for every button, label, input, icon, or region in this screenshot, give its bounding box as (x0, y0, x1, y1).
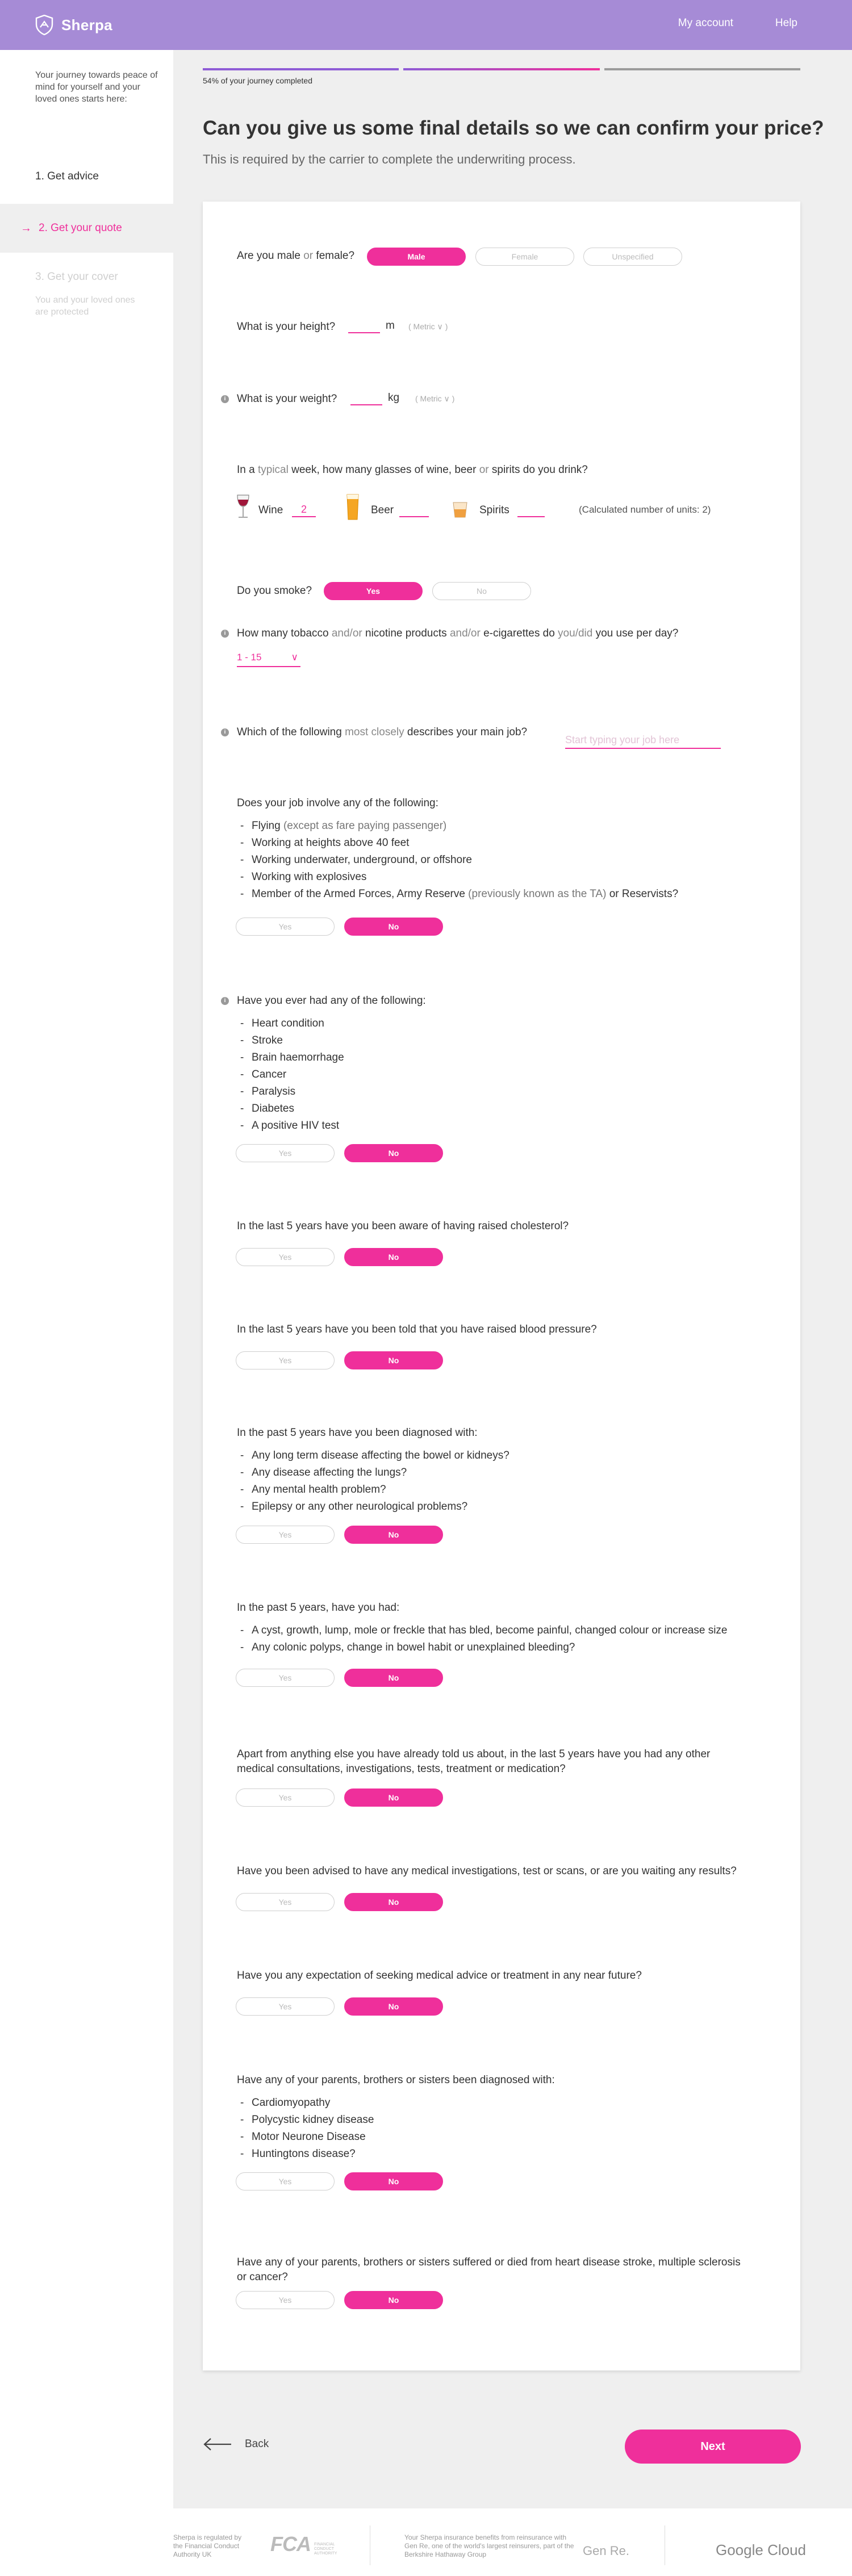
list-item: - Stroke (252, 1032, 344, 1049)
unspecified-button[interactable]: Unspecified (583, 248, 682, 266)
consultations-no-button[interactable]: No (344, 1788, 443, 1807)
job-risk-yes-button[interactable]: Yes (236, 918, 335, 936)
page-subtitle: This is required by the carrier to complete the underwriting process. (203, 152, 576, 166)
info-icon[interactable]: i (221, 728, 229, 736)
had-no-button[interactable]: No (344, 1669, 443, 1687)
sidebar-step-get-cover: 3. Get your cover (35, 271, 118, 283)
fca-small-text: FINANCIAL CONDUCT AUTHORITY (314, 2543, 337, 2556)
beer-label: Beer (371, 504, 394, 516)
q-line: or cancer? (237, 2271, 288, 2283)
weight-question: What is your weight? (237, 393, 337, 405)
family-death-no-button[interactable]: No (344, 2291, 443, 2309)
q-text: typical (257, 464, 289, 476)
list-item: - Working underwater, underground, or offshore (252, 852, 678, 869)
spirits-input[interactable] (517, 502, 545, 517)
tobacco-value: 1 - 15 (237, 652, 262, 663)
conditions-list (252, 1015, 344, 1134)
expectation-question: Have you any expectation of seeking medical advice or treatment in any near future? (237, 1970, 642, 1982)
list-item: - Cancer (252, 1066, 344, 1083)
progress-segment (403, 68, 599, 70)
list-item: - Huntingtons disease? (252, 2146, 374, 2163)
q-text: you/did (554, 627, 596, 639)
family-list (252, 2095, 374, 2163)
family-yes-button[interactable]: Yes (236, 2172, 335, 2190)
brand-name: Sherpa (61, 16, 112, 33)
info-icon[interactable]: i (221, 997, 229, 1005)
blood-pressure-yes-button[interactable]: Yes (236, 1351, 335, 1369)
q-text: or (479, 464, 489, 476)
q-line: medical consultations, investigations, tests, treatment or medication? (237, 1763, 566, 1775)
arrow-left-icon (203, 2437, 232, 2452)
spirits-glass-icon (452, 500, 469, 520)
footer (0, 2508, 852, 2576)
q-text: you use per day? (595, 627, 679, 639)
info-icon[interactable]: i (221, 395, 229, 403)
q-text: and/or (449, 627, 481, 639)
list-item: - Polycystic kidney disease (252, 2112, 374, 2129)
height-question: What is your height? (237, 321, 336, 333)
list-item: - Working with explosives (252, 869, 678, 886)
had-yes-button[interactable]: Yes (236, 1669, 335, 1687)
height-input[interactable] (348, 319, 380, 333)
q-text: most closely (345, 726, 404, 738)
blood-pressure-question: In the last 5 years have you been told that you have raised blood pressure? (237, 1323, 597, 1335)
list-item: - A positive HIV test (252, 1117, 344, 1134)
cholesterol-yes-button[interactable]: Yes (236, 1248, 335, 1266)
sidebar-outro: You and your loved ones are protected (35, 295, 135, 317)
family-no-button[interactable]: No (344, 2172, 443, 2190)
list-item: - A cyst, growth, lump, mole or freckle that has bled, become painful, changed colour or increase size (252, 1622, 727, 1639)
progress-segment (203, 68, 399, 70)
q-text: Which of the following (237, 726, 345, 738)
q-text: do (542, 627, 555, 639)
list-item: - Working at heights above 40 feet (252, 835, 678, 852)
questions-card (203, 202, 800, 2370)
item-text: Flying (252, 820, 281, 832)
reinsurance-text: Your Sherpa insurance benefits from reinsurance with Gen Re, one of the world's largest reinsurers, part of the Berkshire Hathaway Group (404, 2533, 574, 2558)
diagnosed-list (252, 1447, 509, 1515)
weight-metric-select[interactable]: ( Metric ∨ ) (415, 394, 455, 403)
cholesterol-question: In the last 5 years have you been aware of having raised cholesterol? (237, 1220, 569, 1232)
consultations-yes-button[interactable]: Yes (236, 1788, 335, 1807)
job-search-input[interactable]: Start typing your job here (565, 732, 721, 749)
diagnosed-no-button[interactable]: No (344, 1526, 443, 1544)
diagnosed-question: In the past 5 years have you been diagnosed with: (237, 1427, 478, 1439)
consultations-question (237, 1747, 710, 1777)
item-text: or (609, 888, 619, 900)
list-item: - Brain haemorrhage (252, 1049, 344, 1066)
conditions-yes-button[interactable]: Yes (236, 1144, 335, 1162)
sherpa-logo[interactable] (35, 15, 112, 35)
q-line: Have any of your parents, brothers or sisters suffered or died from heart disease stroke, multiple sclerosis (237, 2256, 741, 2268)
chevron-down-icon: ∨ (291, 652, 298, 663)
item-text: Member of the Armed Forces, Army Reserve (252, 888, 465, 900)
page-title: Can you give us some final details so we can confirm your price? (203, 117, 824, 139)
smoke-question: Do you smoke? (237, 585, 312, 597)
progress-label: 54% of your journey completed (203, 76, 312, 85)
had-question: In the past 5 years, have you had: (237, 1602, 400, 1614)
advised-yes-button[interactable]: Yes (236, 1893, 335, 1911)
list-item: - Cardiomyopathy (252, 2095, 374, 2112)
back-label: Back (245, 2438, 269, 2450)
list-item: - Any disease affecting the lungs? (252, 1464, 509, 1481)
job-risk-no-button[interactable]: No (344, 918, 443, 936)
wine-glass-icon (236, 494, 250, 522)
list-item: - Motor Neurone Disease (252, 2129, 374, 2146)
top-nav (678, 17, 797, 30)
q-text: describes your main job? (404, 726, 528, 738)
expectation-yes-button[interactable]: Yes (236, 1997, 335, 2016)
conditions-no-button[interactable]: No (344, 1144, 443, 1162)
arrow-right-icon: → (20, 221, 32, 234)
gen-re-logo: Gen Re. (583, 2544, 629, 2558)
cholesterol-no-button[interactable]: No (344, 1248, 443, 1266)
progress-bar (203, 68, 800, 70)
smoke-yes-button[interactable]: Yes (324, 582, 423, 600)
job-risk-list (252, 818, 678, 903)
fca-logo (270, 2532, 340, 2556)
q-text: female? (313, 250, 355, 262)
list-item: - Epilepsy or any other neurological problems? (252, 1498, 509, 1515)
item-text: Reservists? (619, 888, 679, 900)
info-icon[interactable]: i (221, 630, 229, 638)
list-item: - Any mental health problem? (252, 1481, 509, 1498)
wine-input[interactable]: 2 (292, 502, 316, 517)
sidebar-step-label: 2. Get your quote (39, 222, 122, 234)
q-line: Apart from anything else you have already told us about, in the last 5 years have you had any other (237, 1748, 711, 1760)
weight-input[interactable] (350, 391, 382, 405)
weight-unit: kg (388, 392, 400, 404)
help-link[interactable]: Help (775, 17, 797, 29)
next-button[interactable]: Next (625, 2430, 801, 2464)
conditions-question: Have you ever had any of the following: (237, 995, 426, 1007)
gender-question (237, 249, 354, 263)
my-account-link[interactable]: My account (678, 17, 733, 29)
tobacco-count-select[interactable] (237, 650, 300, 667)
q-text: e-cigarettes (480, 627, 543, 639)
height-unit: m (386, 320, 395, 332)
sidebar-step-get-advice[interactable]: 1. Get advice (35, 170, 99, 182)
calculated-units: (Calculated number of units: 2) (579, 504, 711, 515)
q-text: In a (237, 464, 258, 476)
shield-logo-icon (35, 15, 53, 35)
q-text: week, how many glasses of wine, beer (288, 464, 479, 476)
q-text: and/or (331, 627, 362, 639)
top-bar (0, 0, 852, 50)
q-text: nicotine products (362, 627, 450, 639)
sidebar-step-get-quote[interactable] (0, 204, 173, 253)
q-text: How many tobacco (237, 627, 332, 639)
blood-pressure-no-button[interactable]: No (344, 1351, 443, 1369)
height-metric-select[interactable]: ( Metric ∨ ) (408, 322, 448, 331)
advised-question: Have you been advised to have any medical investigations, test or scans, or are you waiting any results? (237, 1865, 737, 1877)
q-text: spirits do you drink? (488, 464, 588, 476)
male-button[interactable]: Male (367, 248, 466, 266)
q-text: or (303, 250, 314, 262)
list-item: - Paralysis (252, 1083, 344, 1100)
item-note: (previously known as the TA) (465, 888, 609, 900)
list-item: - Heart condition (252, 1015, 344, 1032)
back-button[interactable] (203, 2437, 269, 2452)
fca-logo-text: FCA (270, 2532, 311, 2556)
list-item: - Diabetes (252, 1100, 344, 1117)
spirits-label: Spirits (479, 504, 509, 516)
regulation-text: Sherpa is regulated by the Financial Conduct Authority UK (173, 2533, 242, 2558)
advised-no-button[interactable]: No (344, 1893, 443, 1911)
sidebar (0, 50, 173, 2508)
list-item: - Any colonic polyps, change in bowel habit or unexplained bleeding? (252, 1639, 727, 1656)
list-item (252, 818, 678, 835)
drinks-question (237, 463, 588, 477)
beer-glass-icon (345, 492, 361, 522)
wine-label: Wine (258, 504, 283, 516)
sidebar-intro: Your journey towards peace of mind for yourself and your loved ones starts here: (35, 70, 158, 104)
list-item (252, 886, 678, 903)
family-death-question (237, 2255, 741, 2285)
had-list (252, 1622, 727, 1656)
diagnosed-yes-button[interactable]: Yes (236, 1526, 335, 1544)
job-risk-question: Does your job involve any of the following: (237, 797, 438, 809)
google-cloud-logo: Google Cloud (716, 2541, 806, 2558)
female-button[interactable]: Female (475, 248, 574, 266)
item-note: (except as fare paying passenger) (280, 820, 447, 832)
family-death-yes-button[interactable]: Yes (236, 2291, 335, 2309)
q-text: Are you male (237, 250, 304, 262)
smoke-no-button[interactable]: No (432, 582, 531, 600)
beer-input[interactable] (399, 502, 429, 517)
tobacco-question (237, 626, 678, 641)
list-item: - Any long term disease affecting the bowel or kidneys? (252, 1447, 509, 1464)
expectation-no-button[interactable]: No (344, 1997, 443, 2016)
progress-segment (604, 68, 800, 70)
job-question (237, 725, 527, 740)
family-question: Have any of your parents, brothers or sisters been diagnosed with: (237, 2074, 555, 2086)
